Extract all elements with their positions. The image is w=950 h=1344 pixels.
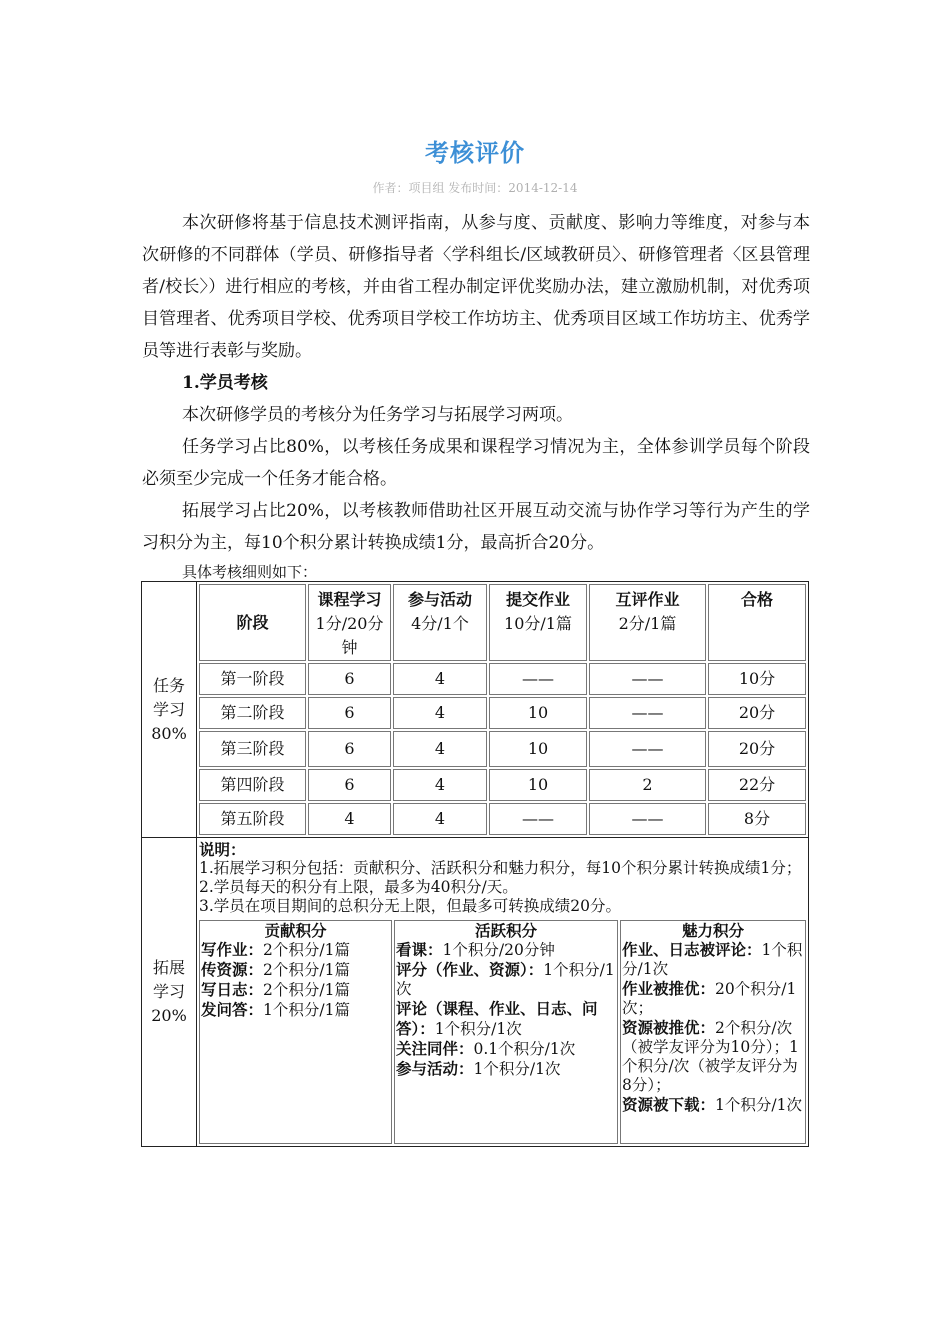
table-row: 第四阶段 6 4 10 2 22分 — [199, 769, 806, 801]
task-table — [197, 582, 808, 837]
contrib-points-cell: 贡献积分 写作业：2个积分/1篇 传资源：2个积分/1篇 写日志：2个积分/1篇 发问答：1个积分/1篇 — [199, 920, 392, 1144]
table-lead: 具体考核细则如下： — [182, 563, 318, 581]
paragraph-4: 拓展学习占比20%，以考核教师借助社区开展互动交流与协作学习等行为产生的学习积分为主，每10个积分累计转换成绩1分，最高折合20分。 — [142, 501, 810, 553]
ext-side-label: 拓展 学习 20% — [142, 838, 197, 1147]
table-row: 第一阶段 6 4 —— —— 10分 — [199, 663, 806, 695]
ext-notes: 说明： 1.拓展学习积分包括：贡献积分、活跃积分和魅力积分，每10个积分累计转换成绩1分； 2.学员每天的积分有上限，最多为40积分/天。 3.学员在项目期间的总积分无上限，但最多可转换成绩20分。 — [199, 840, 802, 915]
points-table — [197, 918, 808, 1146]
col-header-course: 课程学习 1分/20分钟 — [308, 584, 391, 661]
page-title: 考核评价 — [425, 139, 525, 167]
table-row: 第二阶段 6 4 10 —— 20分 — [199, 697, 806, 729]
article-meta: 作者：项目组 发布时间：2014-12-14 — [372, 181, 578, 195]
paragraph-3: 任务学习占比80%，以考核任务成果和课程学习情况为主，全体参训学员每个阶段必须至少完成一个任务才能合格。 — [142, 437, 810, 489]
charm-points-cell: 魅力积分 作业、日志被评论：1个积分/1次 作业被推优：20个积分/1次； 资源被推优：2个积分/次（被学友评分为10分）；1个积分/次（被学友评分为8分）； 资源被下载：1个积分/1次 — [620, 920, 806, 1144]
intro-paragraph: 本次研修将基于信息技术测评指南，从参与度、贡献度、影响力等维度，对参与本次研修的不同群体（学员、研修指导者〈学科组长/区域教研员〉、研修管理者〈区县管理者/校长〉）进行相应的考核，并由省工程办制定评优奖励办法，建立激励机制，对优秀项目管理者、优秀项目学校、优秀项目学校工作坊坊主、优秀项目区域工作坊坊主、优秀学员等进行表彰与奖励。 — [142, 213, 810, 361]
assessment-table — [141, 581, 809, 1147]
col-header-peer-review: 互评作业 2分/1篇 — [589, 584, 706, 661]
active-points-cell: 活跃积分 看课：1个积分/20分钟 评分（作业、资源）：1个积分/1次 评论（课程、作业、日志、问答）：1个积分/1次 关注同伴：0.1个积分/1次 参与活动：1个积分/1次 — [394, 920, 618, 1144]
task-header-row — [199, 584, 806, 661]
col-header-homework: 提交作业 10分/1篇 — [489, 584, 587, 661]
col-header-stage: 阶段 — [199, 584, 306, 661]
task-side-label: 任务 学习 80% — [142, 582, 197, 838]
table-row: 第五阶段 4 4 —— —— 8分 — [199, 803, 806, 835]
paragraph-2: 本次研修学员的考核分为任务学习与拓展学习两项。 — [182, 405, 573, 425]
col-header-pass: 合格 — [708, 584, 806, 661]
section-heading: 1.学员考核 — [182, 373, 268, 393]
col-header-activity: 参与活动 4分/1个 — [393, 584, 487, 661]
table-row: 第三阶段 6 4 10 —— 20分 — [199, 731, 806, 767]
